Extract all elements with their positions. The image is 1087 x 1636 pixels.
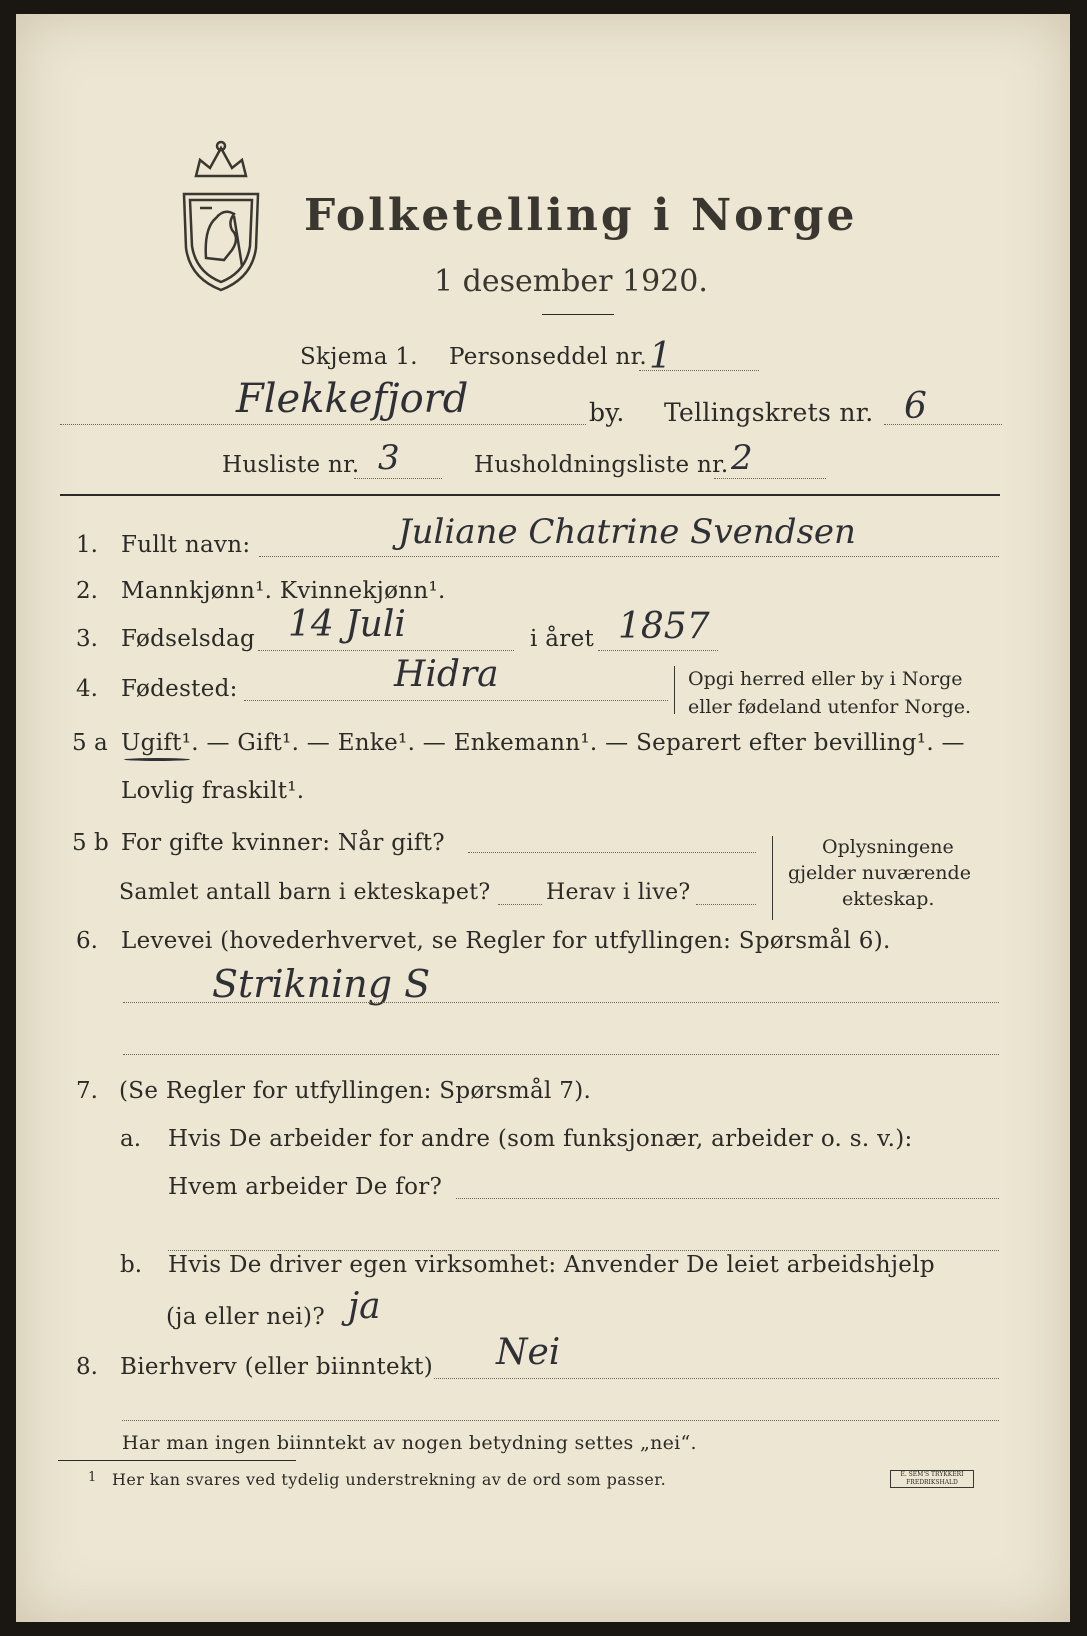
q6-line1 (123, 1002, 999, 1003)
printer-stamp (890, 1470, 974, 1488)
q5b-note-brace (772, 836, 781, 920)
q5b-line1: For gifte kvinner: Når gift? (121, 830, 445, 856)
footnote-divider (58, 1460, 296, 1461)
q5a-line2: Lovlig fraskilt¹. (121, 778, 305, 804)
tellingskrets-line (884, 424, 1002, 425)
q4-note-line1: Opgi herred eller by i Norge (688, 668, 963, 690)
q5b-alive-label: Herav i live? (546, 880, 691, 905)
footnote-text: Her kan svares ved tydelig understrekning av de ord som passer. (112, 1470, 667, 1489)
husliste-line (354, 478, 442, 479)
husliste-value: 3 (378, 438, 400, 478)
personseddel-value: 1 (649, 336, 672, 377)
q7a-number: a. (120, 1126, 142, 1152)
form-title: Folketelling i Norge (304, 190, 858, 241)
q7b-value: ja (348, 1286, 381, 1327)
q8-line (434, 1378, 999, 1379)
census-date: 1 desember 1920. (434, 264, 708, 299)
section-divider (60, 494, 1000, 496)
q4-line (244, 700, 668, 701)
q8-value: Nei (496, 1332, 561, 1373)
q3-year-value: 1857 (618, 606, 710, 647)
q4-label: Fødested: (121, 676, 238, 702)
husholdning-line (714, 478, 826, 479)
q3-label: Fødselsdag (121, 626, 256, 652)
census-form (16, 14, 1070, 1622)
q8-number: 8. (76, 1354, 98, 1380)
q5b-note-line3: ekteskap. (842, 888, 935, 910)
q8-line-extra (122, 1420, 999, 1421)
q3-year-line (598, 650, 718, 651)
q5b-children-label: Samlet antall barn i ekteskapet? (119, 880, 491, 905)
tellingskrets-label: Tellingskrets nr. (664, 398, 874, 427)
q7b-line2: (ja eller nei)? (166, 1304, 325, 1330)
q5b-number: 5 b (72, 830, 109, 856)
q4-note-brace (674, 666, 677, 714)
q5b-children-line (498, 904, 542, 905)
q4-number: 4. (76, 676, 98, 702)
q5b-alive-line (696, 904, 756, 905)
q5a-number: 5 a (72, 730, 108, 756)
biinntekt-note: Har man ingen biinntekt av nogen betydning settes „nei“. (122, 1432, 697, 1454)
q8-label: Bierhverv (eller biinntekt) (120, 1354, 433, 1380)
q7a-line2: Hvem arbeider De for? (168, 1174, 443, 1200)
city-value: Flekkefjord (236, 376, 469, 422)
q7a-line-employer (456, 1198, 999, 1199)
q1-line (259, 556, 999, 557)
q7-number: 7. (76, 1078, 98, 1104)
q7-label: (Se Regler for utfyllingen: Spørsmål 7). (119, 1078, 592, 1104)
q3-day-line (258, 650, 514, 651)
husliste-label: Husliste nr. (222, 452, 360, 478)
skjema-label: Skjema 1. (300, 344, 418, 370)
q2-label: Mannkjønn¹. Kvinnekjønn¹. (121, 578, 446, 604)
q1-number: 1. (76, 532, 98, 558)
footnote-mark: 1 (88, 1470, 97, 1485)
tellingskrets-value: 6 (904, 386, 927, 427)
q1-label: Fullt navn: (121, 532, 251, 558)
q5b-note-line1: Oplysningene (822, 836, 954, 858)
husholdning-value: 2 (731, 438, 753, 478)
q6-value: Strikning S (212, 962, 431, 1006)
q6-label: Levevei (hovederhvervet, se Regler for utfyllingen: Spørsmål 6). (121, 928, 891, 954)
title-divider (542, 314, 614, 315)
q3-number: 3. (76, 626, 98, 652)
q7a-line1: Hvis De arbeider for andre (som funksjonær, arbeider o. s. v.): (168, 1126, 913, 1152)
city-label: by. (589, 398, 625, 427)
printer-stamp-text: E. SEM'S TRYKKERI FREDRIKSHALD (900, 1471, 964, 1486)
city-line (60, 424, 586, 425)
husholdning-label: Husholdningsliste nr. (474, 452, 729, 478)
norwegian-coat-of-arms-icon (176, 138, 266, 298)
q4-value: Hidra (394, 654, 499, 695)
q3-day-value: 14 Juli (288, 604, 406, 645)
q5a-line1: Ugift¹. — Gift¹. — Enke¹. — Enkemann¹. — Separert efter bevilling¹. — (121, 730, 965, 756)
q1-value: Juliane Chatrine Svendsen (398, 512, 856, 552)
q7a-line-extra (168, 1250, 999, 1251)
q2-number: 2. (76, 578, 98, 604)
q6-number: 6. (76, 928, 98, 954)
q7b-number: b. (120, 1252, 143, 1278)
q3-year-label: i året (530, 626, 595, 652)
q4-note-line2: eller fødeland utenfor Norge. (688, 696, 972, 718)
q6-line2 (123, 1054, 999, 1055)
q5b-married-line (468, 852, 756, 853)
personseddel-label: Personseddel nr. (449, 344, 648, 370)
q7b-line1: Hvis De driver egen virksomhet: Anvender De leiet arbeidshjelp (168, 1252, 935, 1278)
ugift-underline (124, 758, 190, 761)
q5b-note-line2: gjelder nuværende (788, 862, 971, 884)
